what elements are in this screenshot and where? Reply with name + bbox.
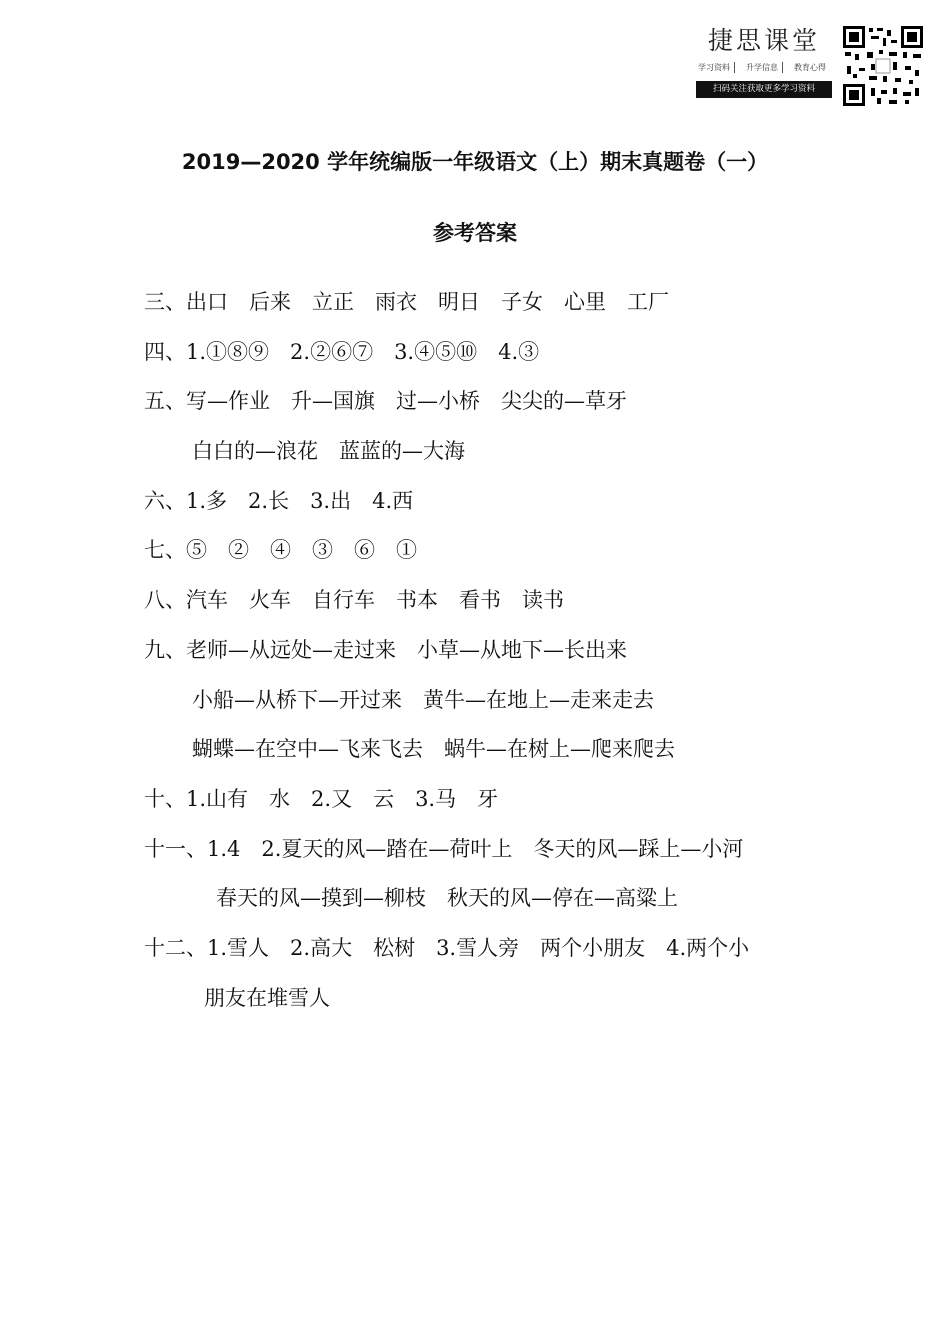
qr-code-icon — [843, 26, 923, 106]
page-subtitle: 参考答案 — [433, 221, 517, 245]
answer-line: 朋友在堆雪人 — [204, 985, 330, 1010]
answer-line: 十一、1.4 2.夏天的风—踏在—荷叶上 冬天的风—踩上—小河 — [144, 836, 744, 861]
answer-line: 四、1.①⑧⑨ 2.②⑥⑦ 3.④⑤⑩ 4.③ — [144, 339, 540, 364]
answer-line: 九、老师—从远处—走过来 小草—从地下—长出来 — [144, 637, 627, 662]
answer-list — [144, 285, 834, 1030]
answer-line: 七、⑤ ② ④ ③ ⑥ ① — [144, 538, 417, 563]
answer-line: 小船—从桥下—开过来 黄牛—在地上—走来走去 — [192, 687, 654, 712]
answer-line: 三、出口 后来 立正 雨衣 明日 子女 心里 工厂 — [144, 290, 669, 314]
brand-tag: 升学信息 — [746, 62, 783, 73]
answer-line: 十、1.山有 水 2.又 云 3.马 牙 — [144, 786, 499, 811]
answer-line: 六、1.多 2.长 3.出 4.西 — [144, 488, 414, 513]
brand-header — [696, 24, 832, 98]
answer-line: 八、汽车 火车 自行车 书本 看书 读书 — [144, 588, 564, 613]
brand-tag: 学习资料 — [698, 62, 735, 73]
answer-line: 春天的风—摸到—柳枝 秋天的风—停在—高粱上 — [216, 886, 678, 911]
brand-tag: 教育心得 — [794, 63, 826, 72]
page-title: 2019—2020 学年统编版一年级语文（上）期末真题卷（一） — [181, 150, 769, 174]
answer-line: 白白的—浪花 蓝蓝的—大海 — [192, 439, 465, 464]
brand-tags — [696, 62, 832, 73]
answer-line: 蝴蝶—在空中—飞来飞去 蜗牛—在树上—爬来爬去 — [192, 737, 675, 762]
answer-line: 十二、1.雪人 2.高大 松树 3.雪人旁 两个小朋友 4.两个小 — [144, 935, 750, 960]
answer-line: 五、写—作业 升—国旗 过—小桥 尖尖的—草牙 — [144, 389, 627, 414]
brand-bar: 扫码关注获取更多学习资料 — [696, 81, 832, 98]
brand-name: 捷思课堂 — [707, 26, 820, 55]
